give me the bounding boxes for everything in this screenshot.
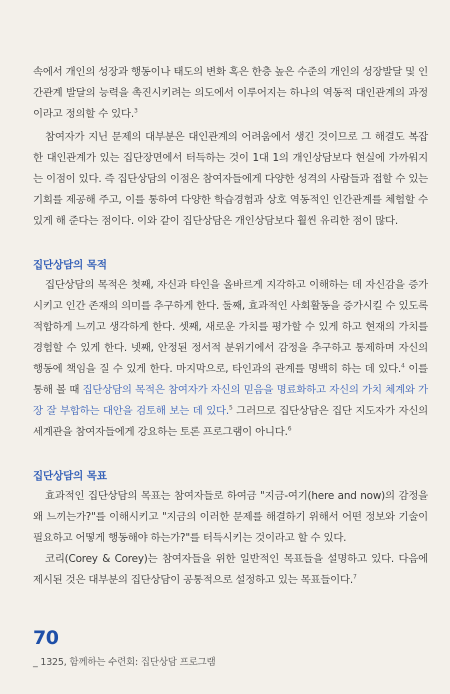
paragraph-text: 코리(Corey & Corey)는 참여자들을 위한 일반적인 목표들을 설명하고 있다. 다음에 제시된 것은 대부분의 집단상담이 공통적으로 설정하고 있는 목표들이다. — [33, 553, 428, 586]
paragraph-4 — [33, 486, 428, 549]
footnote-marker: 6 — [287, 425, 292, 433]
paragraph-2 — [33, 127, 428, 232]
paragraph-text: 그러므로 집단상담은 집단 지도자가 자신의 세계관을 참여자들에게 강요하는 토론 프로그램이 아니다. — [33, 405, 428, 438]
paragraph-text: 속에서 개인의 성장과 행동이나 태도의 변화 혹은 한층 높은 수준의 개인의 성장발달 및 인간관계 발달의 능력을 촉진시키려는 의도에서 이루어지는 하나의 역동적 대인관계의 과정이라고 정의할 수 있다. — [33, 66, 428, 120]
paragraph-text: 집단상담의 목적은 첫째, 자신과 타인을 올바르게 지각하고 이해하는 데 자신감을 증가시키고 인간 존재의 의미를 추구하게 한다. 둘째, 효과적인 사회활동을 증가시킬 수 있도록 적합하게 느끼고 생각하게 한다. 셋째, 새로운 가치를 평가할 수 있게 하고 현재의 가치를 경험할 수 있게 한다. 넷째, 안정된 정서적 분위기에서 감정을 추구하고 통제하며 자신의 행동에 책임을 질 수 있게 한다. 마지막으로, 타인과의 관계를 명백히 하는 데 있다. — [33, 279, 428, 375]
paragraph-5 — [33, 549, 428, 591]
running-footer: _ 1325, 함께하는 수련회: 집단상담 프로그램 — [33, 657, 216, 668]
page-number: 70 — [33, 627, 59, 649]
paragraph-text: 참여자가 지닌 문제의 대부분은 대인관계의 어려움에서 생긴 것이므로 그 해결도 복잡한 대인관계가 있는 집단장면에서 터득하는 것이 1대 1의 개인상담보다 현실에 가까워지는 이점이 있다. 즉 집단상담의 이점은 참여자들에게 다양한 성격의 사람들과 접할 수 있는 기회를 제공해 주고, 이를 통하여 다양한 학습경험과 상호 역동적인 인간관계를 체험할 수 있게 해 준다는 점이다. 이와 같이 집단상담은 개인상담보다 훨씬 유리한 점이 많다. — [33, 131, 428, 227]
section-heading-purpose: 집단상담의 목적 — [33, 259, 107, 271]
page-body — [33, 62, 428, 591]
footnote-marker: 7 — [352, 573, 357, 581]
footnote-marker: 5 — [228, 404, 233, 412]
paragraph-text: 효과적인 집단상담의 목표는 참여자들로 하여금 "지금-여기(here and now)의 감정을 왜 느끼는가?"를 이해시키고 "지금의 이러한 문제를 해결하기 위해서 어떤 정보와 기술이 필요하고 어떻게 행동해야 하는가?"를 터득시키는 것이라고 할 수 있다. — [33, 490, 428, 544]
footnote-marker: 4 — [401, 362, 405, 370]
footnote-marker: 3 — [133, 107, 138, 115]
highlighted-sentence: 집단상담의 목적은 참여자가 자신의 믿음을 명료화하고 자신의 가치 체계와 가장 잘 부합하는 대안을 검토해 보는 데 있다. — [33, 384, 428, 417]
paragraph-text: 이를 통해 볼 때 — [33, 363, 428, 396]
section-heading-goals: 집단상담의 목표 — [33, 470, 107, 482]
paragraph-3 — [33, 275, 428, 443]
paragraph-1 — [33, 62, 428, 125]
